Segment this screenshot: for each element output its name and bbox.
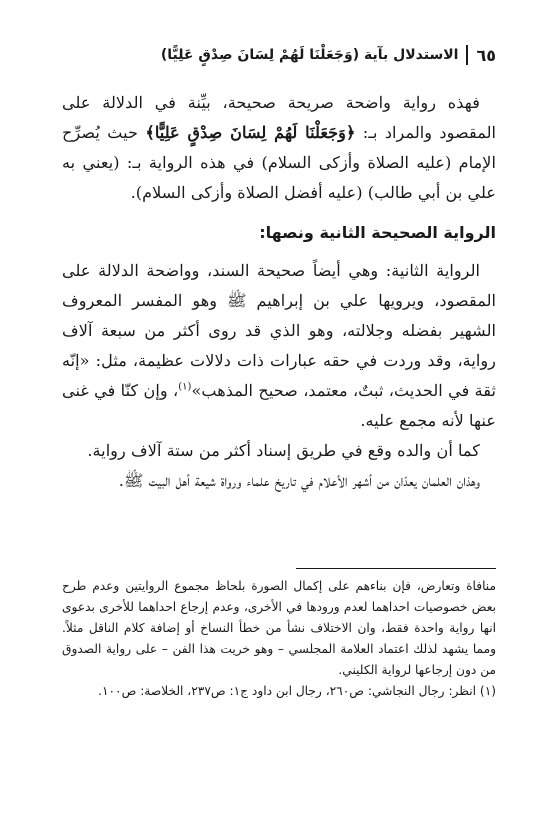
paragraph-text: حيث يُصرِّح الإمام (عليه الصلاة وأزكى السلام) في هذه الرواية بـ: (يعني به علي بن أبي طالب) (عليه أفضل الصلاة وأزكى السلام). — [62, 123, 496, 202]
quran-verse: ﴿وَجَعَلْنَا لَهُمْ لِسَانَ صِدْقٍ عَلِيًّا﴾ — [145, 123, 356, 142]
running-title: الاستدلال بآية (وَجَعَلْنَا لَهُمْ لِسَانَ صِدْقٍ عَلِيًّا) — [160, 47, 459, 63]
page-number: ٦٥ — [476, 45, 496, 65]
paragraph-text: الرواية الثانية: وهي أيضاً صحيحة السند، وواضحة الدلالة على المقصود، ويرويها علي بن إبراهيم ﷺ وهو المفسر المعروف الشهير بفضله وجلالته، وهو الذي قد روى أكثر من سبعة آلاف رواية، وقد وردت في حقه عبارات ذات دلالات عظيمة، مثل: «إنّه ثقة في الحديث، ثبتٌ، معتمد، صحيح المذهب» — [62, 261, 496, 400]
paragraph — [62, 88, 496, 208]
paragraph: كما أن والده وقع في طريق إسناد أكثر من ستة آلاف رواية. — [87, 441, 480, 460]
paragraph — [62, 256, 496, 436]
footnote-ref[interactable]: (١) — [178, 381, 192, 393]
section-heading: الرواية الصحيحة الثانية ونصها: — [259, 223, 496, 242]
header-separator — [466, 45, 468, 65]
main-text — [62, 88, 496, 496]
footnote-divider — [296, 568, 496, 569]
footnotes — [62, 576, 496, 702]
paragraph-text: ، وإن كنّا في غنى عنها لأنه مجمع عليه. — [62, 381, 496, 430]
footnote-1: (١) انظر: رجال النجاشي: ص٢٦٠، رجال ابن داود ج١: ص٢٣٧، الخلاصة: ص١٠٠. — [98, 684, 496, 698]
footnote-continuation: منافاة وتعارض، فإن بناءهم على إكمال الصورة بلحاظ مجموع الروايتين وعدم طرح بعض خصوصيات احداهما لعدم ورودها في الأخرى، وعدم إرجاع احداهما للأخرى بدعوى انها رواية واحدة فقط، وان الاختلاف نشأ من خطأ النساخ أو إضافة كلام الناقل مثلاً. ومما يشهد لذلك اعتماد العلامة المجلسي – وهو خريت هذا الفن – على رواية الصدوق من دون إرجاعها لرواية الكليني. — [62, 579, 496, 677]
page-header — [62, 40, 496, 70]
paragraph-text: فهذه رواية واضحة صريحة صحيحة، بيِّنة في الدلالة على المقصود والمراد بـ: — [62, 93, 496, 142]
paragraph: وهذان العلمان يعدّان من أشهر الأعلام في تاريخ علماء ورواة شيعة أهل البيت ﷺ. — [118, 471, 480, 490]
